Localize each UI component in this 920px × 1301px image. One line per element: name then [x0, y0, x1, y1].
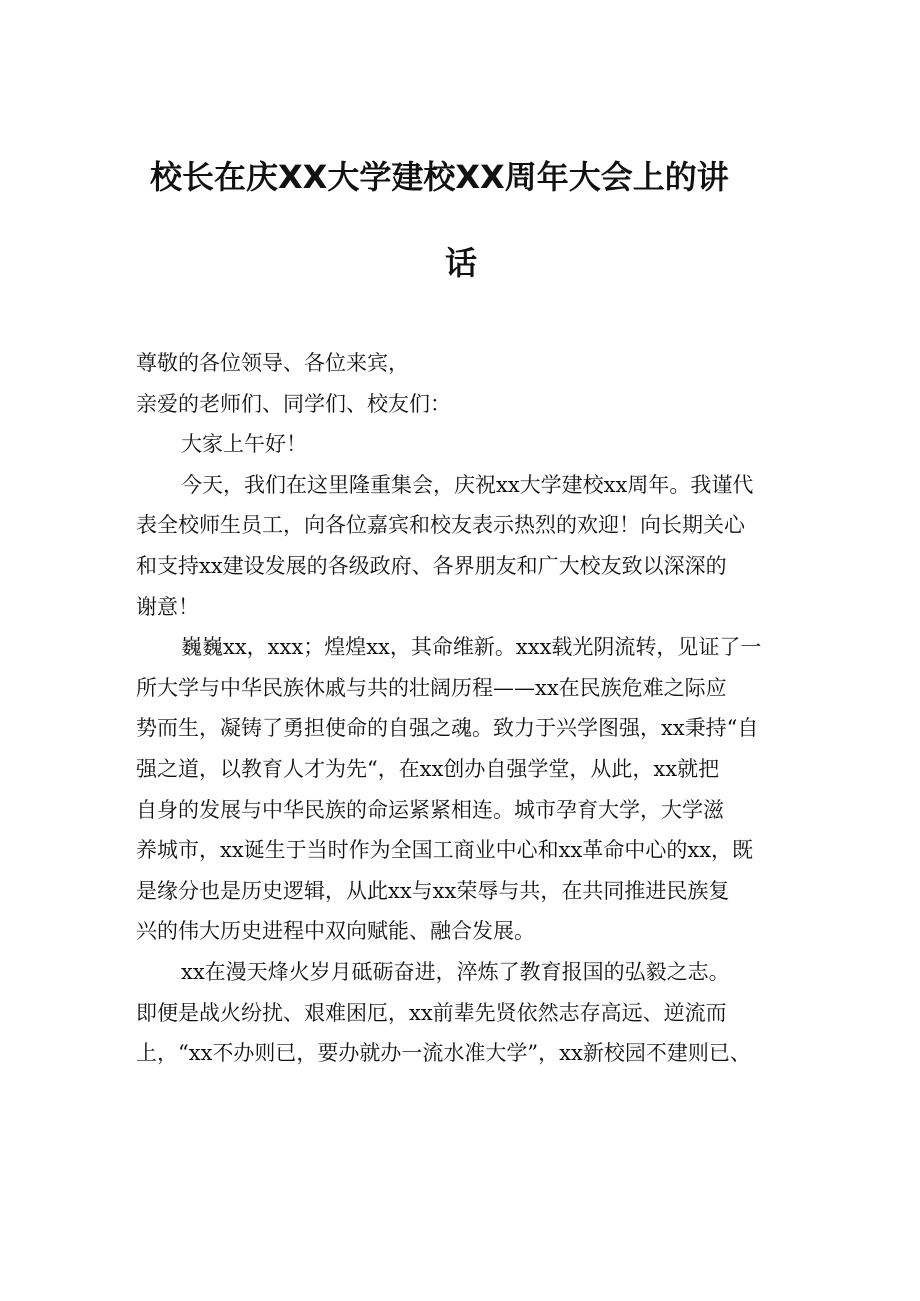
speech-line: 上，“xx不办则已，要办就办一流水准大学”，xx新校园不建则已、	[136, 1041, 751, 1066]
speech-line: 自身的发展与中华民族的命运紧紧相连。城市孕育大学，大学滋	[136, 797, 724, 822]
salutation-line: 尊敬的各位领导、各位来宾，	[136, 351, 409, 375]
speech-paragraphs	[136, 465, 796, 1074]
document-title-continuation: 话	[445, 244, 478, 282]
document-body	[136, 343, 796, 1074]
speech-line: 所大学与中华民族休戚与共的壮阔历程——xx在民族危难之际应	[136, 675, 727, 700]
speech-line: 谢意！	[136, 594, 199, 619]
speech-line: 即便是战火纷扰、艰难困厄，xx前辈先贤依然志存高远、逆流而	[136, 1000, 727, 1025]
greeting-line: 大家上午好！	[181, 432, 307, 457]
speech-line: 表全校师生员工，向各位嘉宾和校友表示热烈的欢迎！向长期关心	[136, 513, 745, 538]
document-title: 校长在庆XX大学建校XX周年大会上的讲	[150, 158, 729, 196]
salutation-line: 亲爱的老师们、同学们、校友们：	[136, 391, 451, 416]
speech-line: 巍巍xx，xxx；煌煌xx，其命维新。xxx载光阴流转，见证了一	[181, 635, 762, 660]
speech-line: 和支持xx建设发展的各级政府、各界朋友和广大校友致以深深的	[136, 553, 727, 578]
speech-line: 强之道，以教育人才为先“，在xx创办自强学堂，从此，xx就把	[136, 756, 720, 781]
speech-line: 势而生，凝铸了勇担使命的自强之魂。致力于兴学图强，xx秉持“自	[136, 716, 759, 741]
speech-line: xx在漫天烽火岁月砥砺奋进，淬炼了教育报国的弘毅之志。	[181, 959, 730, 984]
speech-line: 养城市，xx诞生于当时作为全国工商业中心和xx革命中心的xx，既	[136, 838, 754, 863]
speech-line: 今天，我们在这里隆重集会，庆祝xx大学建校xx周年。我谨代	[181, 472, 754, 497]
speech-line: 兴的伟大历史进程中双向赋能、融合发展。	[136, 919, 535, 944]
speech-line: 是缘分也是历史逻辑，从此xx与xx荣辱与共，在共同推进民族复	[136, 878, 730, 903]
